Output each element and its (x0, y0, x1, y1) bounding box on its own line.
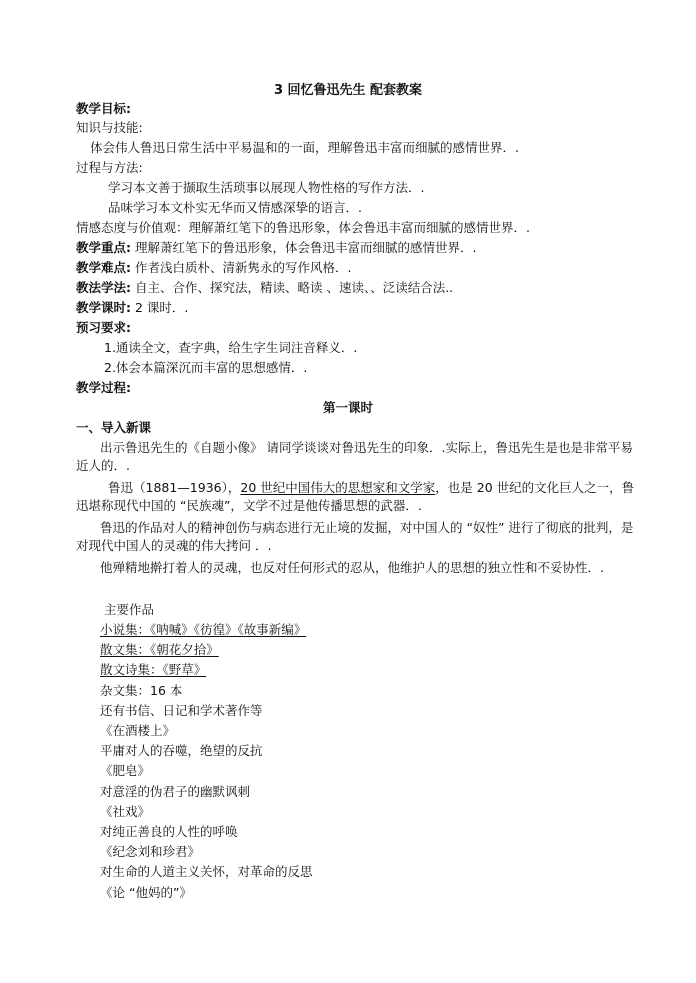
document-title: 3 回忆鲁迅先生 配套教案 (273, 83, 423, 98)
lesson-title: 第一课时 (322, 400, 373, 415)
objectives-heading: 教学目标: (76, 101, 131, 116)
bio-dates: 鲁迅（1881—1936）， (108, 480, 241, 495)
works-item: 还有书信、日记和学术著作等 (100, 702, 263, 718)
knowledge-text: 体会伟人鲁迅日常生活中平易温和的一面，理解鲁迅丰富而细腻的感情世界．. (90, 140, 519, 155)
works-item: 平庸对人的吞噬，绝望的反抗 (100, 743, 263, 759)
difficulty-text: 作者浅白质朴、清新隽永的写作风格．. (134, 260, 352, 275)
paragraph-portrait: 出示鲁迅先生的《自题小像》 请同学谈谈对鲁迅先生的印象．.实际上，鲁迅先生是也是非常平易近人的．. (76, 440, 633, 473)
process-text-2: 品味学习本文朴实无华而又情感深挚的语言．. (108, 200, 362, 215)
process-heading: 教学过程: (76, 380, 131, 395)
preview-item-1: 1.通读全文，查字典，给生字生词注音释义．. (104, 340, 358, 355)
method-label: 教法学法: (76, 280, 131, 295)
works-item: 对生命的人道主义关怀，对革命的反思 (100, 864, 313, 880)
works-item: 对纯正善良的人性的呼唤 (100, 824, 238, 839)
paragraph-works-critique: 鲁迅的作品对人的精神创伤与病态进行无止境的发掘，对中国人的 “奴性” 进行了彻底的批判，是对现代中国人的灵魂的伟大拷问 ．. (76, 520, 634, 553)
works-item: 《肥皂》 (100, 763, 151, 779)
works-item: 《论 “他妈的”》 (100, 884, 192, 900)
works-item: 散文诗集：《野草》 (100, 662, 207, 678)
works-label: 主要作品 (104, 602, 155, 617)
hours-text: 2 课时．. (134, 300, 189, 315)
method-text: 自主、合作、探究法，精读、略读 、速读、、泛读结合法.. (134, 280, 454, 295)
works-item: 对意淫的伪君子的幽默讽刺 (100, 783, 251, 799)
key-point-line (76, 239, 636, 257)
works-item: 《社戏》 (100, 803, 151, 819)
works-item: 散文集：《朝花夕拾》 (100, 642, 219, 658)
paragraph-lu-xun-bio (76, 479, 636, 515)
section-intro-heading: 一、导入新课 (76, 420, 152, 435)
bio-rest: ，也是 20 世纪的文化巨人之一，鲁迅堪称现代中国的 “民族魂”，文学不过是他传播思想的武器．. (76, 480, 635, 513)
process-label: 过程与方法: (76, 160, 143, 175)
method-line (76, 279, 636, 297)
paragraph-soul: 他殚精地擀打着人的灵魂，也反对任何形式的忍从，他维护人的思想的独立性和不妥协性．. (100, 560, 604, 575)
knowledge-label: 知识与技能: (76, 120, 143, 135)
preview-item-2: 2.体会本篇深沉而丰富的思想感情．. (104, 360, 308, 375)
works-item: 小说集：《呐喊》《彷徨》《故事新编》 (100, 622, 307, 637)
key-point-text: 理解萧红笔下的鲁迅形象，体会鲁迅丰富而细腻的感情世界．. (134, 240, 477, 255)
works-item: 《纪念刘和珍君》 (100, 844, 201, 860)
process-text-1: 学习本文善于撷取生活琐事以展现人物性格的写作方法．. (108, 180, 425, 195)
bio-thinker: 20 世纪中国伟大的思想家和文学家 (240, 480, 436, 495)
difficulty-line (76, 259, 636, 277)
hours-line (76, 299, 636, 317)
preview-label: 预习要求: (76, 320, 131, 335)
works-item: 杂文集：16 本 (100, 682, 183, 698)
works-item: 《在酒楼上》 (100, 723, 176, 738)
attitude-text: 情感态度与价值观：理解萧红笔下的鲁迅形象，体会鲁迅丰富而细腻的感情世界．. (76, 220, 530, 235)
key-point-label: 教学重点: (76, 240, 131, 255)
hours-label: 教学课时: (76, 300, 131, 315)
difficulty-label: 教学难点: (76, 260, 131, 275)
